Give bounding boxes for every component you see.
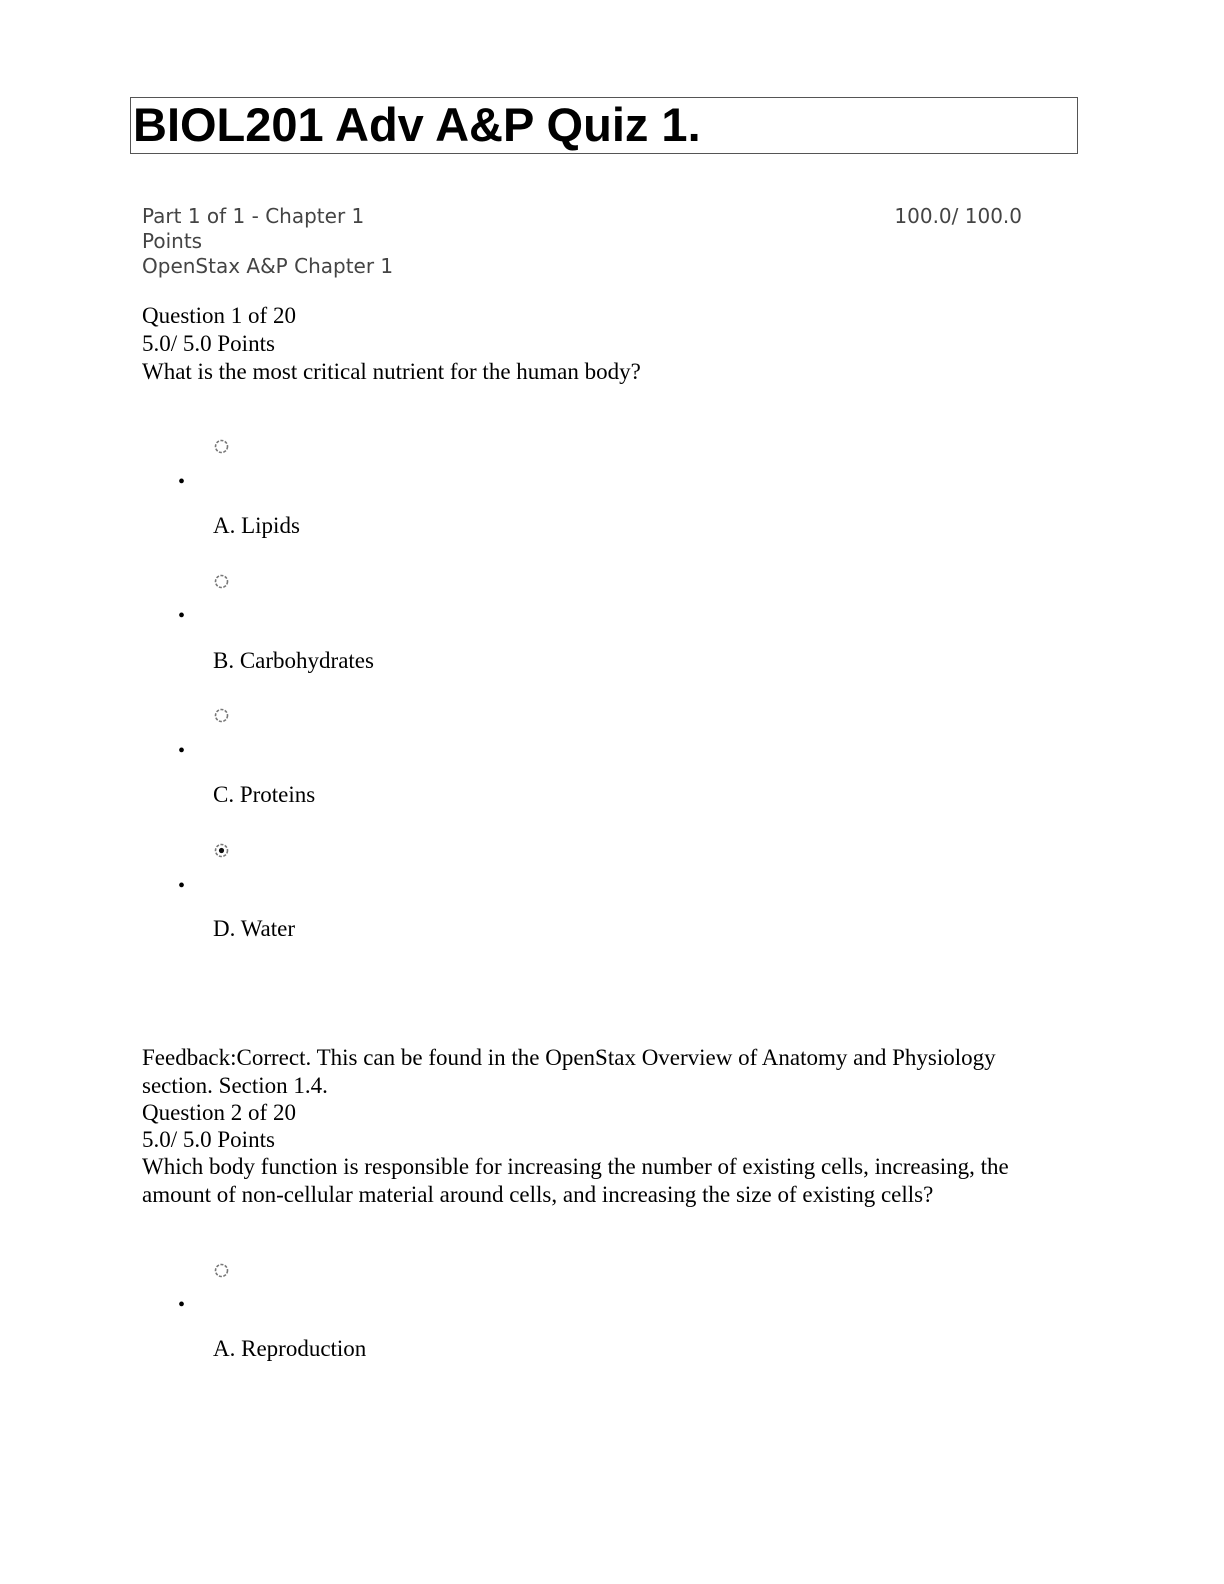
choice-label[interactable]: B. Carbohydrates <box>213 648 374 673</box>
list-bullet: • <box>178 875 186 897</box>
part-label: Part 1 of 1 - Chapter 1 <box>142 204 365 228</box>
question-1-feedback: Feedback:Correct. This can be found in the OpenStax Overview of Anatomy and Physiology section. Section 1.4. <box>142 1045 996 1098</box>
choice-label[interactable]: A. Lipids <box>213 513 300 538</box>
question-1-number: Question 1 of 20 <box>142 303 296 328</box>
question-1-points: 5.0/ 5.0 Points <box>142 331 275 356</box>
quiz-title-box <box>130 97 1078 154</box>
part-header-row <box>142 204 1022 229</box>
list-bullet: • <box>178 605 186 627</box>
part-source: OpenStax A&P Chapter 1 <box>142 254 394 278</box>
question-2-points: 5.0/ 5.0 Points <box>142 1127 275 1152</box>
radio-button-icon[interactable] <box>214 574 229 589</box>
quiz-title: BIOL201 Adv A&P Quiz 1. <box>133 98 701 151</box>
question-1-text: What is the most critical nutrient for the human body? <box>142 359 641 384</box>
list-bullet: • <box>178 1294 186 1316</box>
radio-button-icon[interactable] <box>214 439 229 454</box>
radio-button-icon[interactable] <box>214 708 229 723</box>
part-points-word: Points <box>142 229 203 253</box>
question-2-number: Question 2 of 20 <box>142 1100 296 1125</box>
part-header <box>142 204 1022 279</box>
radio-button-selected-icon[interactable] <box>214 843 229 858</box>
question-2-text: Which body function is responsible for increasing the number of existing cells, increasing, the amount of non-cellular material around cells, and increasing the size of existing cells? <box>142 1154 1009 1207</box>
list-bullet: • <box>178 471 186 493</box>
part-score: 100.0/ 100.0 <box>894 204 1022 228</box>
choice-label[interactable]: D. Water <box>213 916 296 941</box>
choice-label[interactable]: A. Reproduction <box>213 1336 367 1361</box>
radio-button-icon[interactable] <box>214 1263 229 1278</box>
list-bullet: • <box>178 740 186 762</box>
choice-label[interactable]: C. Proteins <box>213 782 316 807</box>
